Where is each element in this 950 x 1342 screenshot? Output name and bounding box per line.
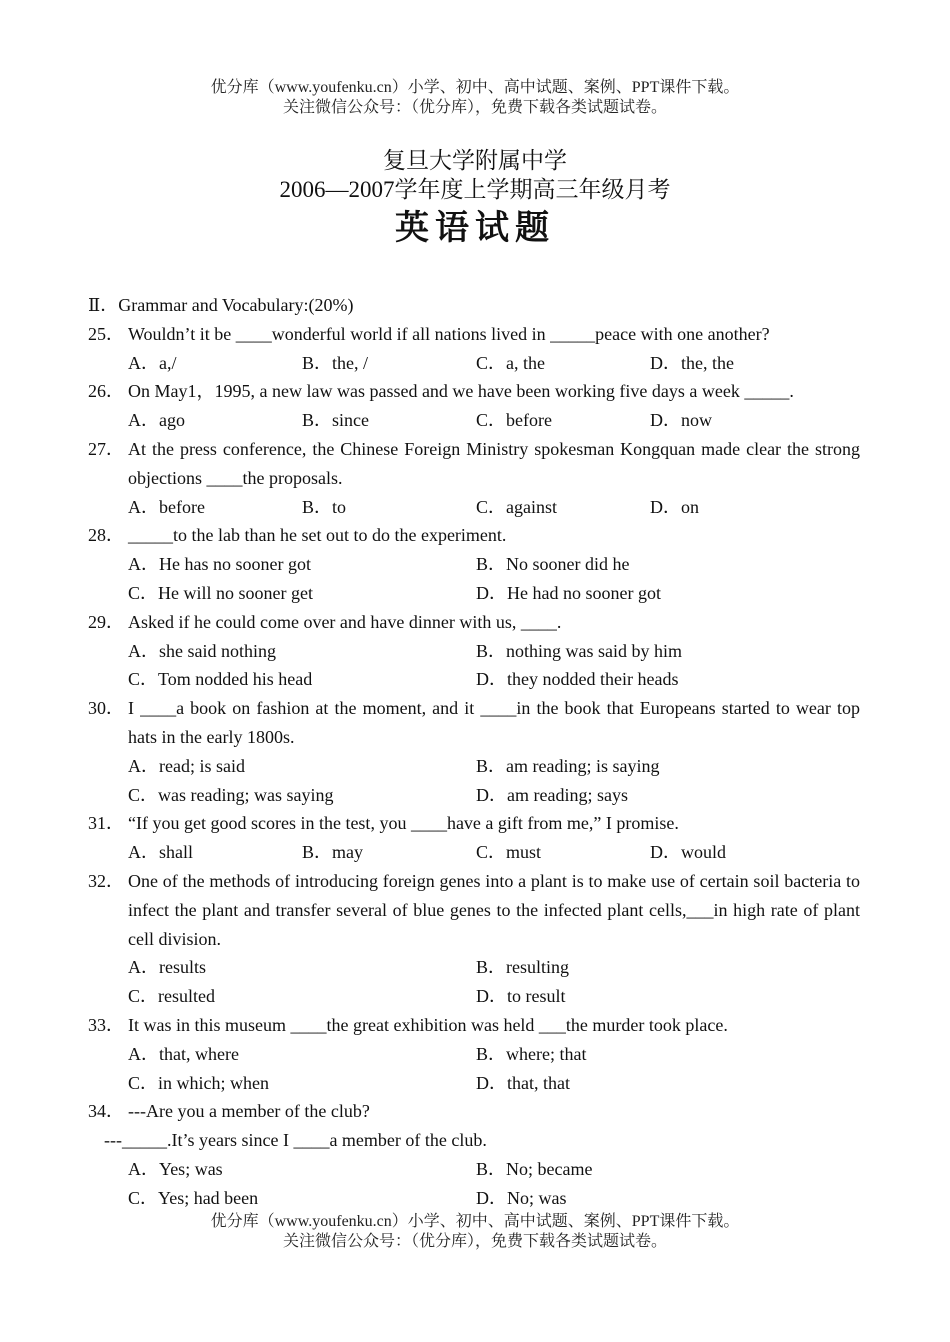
option-a: A．she said nothing xyxy=(128,640,276,661)
question-number: 26． xyxy=(88,381,124,402)
question-number: 27． xyxy=(88,438,124,459)
options xyxy=(88,406,860,435)
question-stem: Asked if he could come over and have dinner with us, ____. xyxy=(128,611,562,632)
title-block xyxy=(0,146,950,252)
section-heading: Ⅱ．Grammar and Vocabulary:(20%) xyxy=(88,295,354,315)
question-list xyxy=(88,291,860,1213)
banner-line-1: 优分库（www.youfenku.cn）小学、初中、高中试题、案例、PPT课件下载。 xyxy=(210,79,740,96)
question xyxy=(88,521,860,550)
option-d: D．that, that xyxy=(476,1072,570,1093)
option-c: C．a, the xyxy=(476,352,545,373)
school-name: 复旦大学附属中学 xyxy=(383,148,567,173)
question-stem: ---Are you a member of the club? xyxy=(128,1101,370,1122)
option-b: B．where; that xyxy=(476,1043,587,1064)
option-c: C．in which; when xyxy=(128,1072,269,1093)
question-stem: _____to the lab than he set out to do the experiment. xyxy=(128,525,507,546)
banner-line-1: 优分库（www.youfenku.cn）小学、初中、高中试题、案例、PPT课件下载。 xyxy=(210,1213,740,1230)
question-stem: “If you get good scores in the test, you ____have a gift from me,” I promise. xyxy=(128,813,679,834)
question xyxy=(88,320,860,349)
question-stem: On May1，1995, a new law was passed and we have been working five days a week _____. xyxy=(128,381,794,402)
option-a: A．ago xyxy=(128,410,185,431)
options xyxy=(88,637,860,695)
option-c: C．Tom nodded his head xyxy=(128,669,313,690)
option-a: A．read; is said xyxy=(128,755,245,776)
banner-line-2: 关注微信公众号：（优分库），免费下载各类试题试卷。 xyxy=(282,99,667,116)
question-number: 32． xyxy=(88,870,124,891)
options xyxy=(88,1040,860,1098)
question-number: 33． xyxy=(88,1014,124,1035)
options xyxy=(88,752,860,810)
question xyxy=(88,694,860,752)
question-stem: One of the methods of introducing foreign genes into a plant is to make use of certain soil bacteria to infect the plant and transfer several of blue genes to the infected plant cells,___in high rate of plant cell division. xyxy=(128,870,860,949)
question xyxy=(88,377,860,406)
question xyxy=(88,867,860,953)
option-a: A．before xyxy=(128,496,205,517)
question-stem: At the press conference, the Chinese Foreign Ministry spokesman Kongquan made clear the strong objections ____the proposals. xyxy=(128,438,860,488)
option-c: C．resulted xyxy=(128,986,215,1007)
option-d: D．they nodded their heads xyxy=(476,669,679,690)
question-number: 28． xyxy=(88,525,124,546)
option-b: B．nothing was said by him xyxy=(476,640,682,661)
option-b: B．the, / xyxy=(302,352,368,373)
options xyxy=(88,550,860,608)
option-d: D．to result xyxy=(476,986,566,1007)
bottom-banner xyxy=(0,1212,950,1252)
option-b: B．am reading; is saying xyxy=(476,755,660,776)
options xyxy=(88,838,860,867)
option-a: A．shall xyxy=(128,842,193,863)
option-d: D．the, the xyxy=(650,352,734,373)
option-c: C．before xyxy=(476,410,552,431)
question-number: 31． xyxy=(88,813,124,834)
option-d: D．would xyxy=(650,842,726,863)
option-b: B．to xyxy=(302,496,347,517)
option-c: C．was reading; was saying xyxy=(128,784,334,805)
option-b: B．No sooner did he xyxy=(476,554,630,575)
option-a: A．that, where xyxy=(128,1043,239,1064)
question xyxy=(88,1011,860,1040)
question-number: 30． xyxy=(88,698,124,719)
top-banner xyxy=(0,78,950,118)
question xyxy=(88,608,860,637)
option-a: A．a,/ xyxy=(128,352,177,373)
options xyxy=(88,349,860,378)
question xyxy=(88,809,860,838)
option-d: D．am reading; says xyxy=(476,784,628,805)
option-d: D．on xyxy=(650,496,699,517)
option-c: C．against xyxy=(476,496,557,517)
option-c: C．must xyxy=(476,842,542,863)
option-a: A．He has no sooner got xyxy=(128,554,311,575)
question-stem: I ____a book on fashion at the moment, and it ____in the book that Europeans started to wear top hats in the early 1800s. xyxy=(128,698,860,747)
question-number: 25． xyxy=(88,323,124,344)
question xyxy=(88,1097,860,1126)
option-b: B．No; became xyxy=(476,1158,593,1179)
exam-name: 2006—2007学年度上学期高三年级月考 xyxy=(279,177,671,202)
option-d: D．He had no sooner got xyxy=(476,582,661,603)
option-d: D．now xyxy=(650,410,712,431)
option-b: B．may xyxy=(302,842,363,863)
banner-line-2: 关注微信公众号：（优分库），免费下载各类试题试卷。 xyxy=(282,1233,667,1250)
option-a: A．Yes; was xyxy=(128,1158,223,1179)
question-number: 34． xyxy=(88,1101,124,1122)
option-a: A．results xyxy=(128,957,206,978)
options xyxy=(88,493,860,522)
page-title: 英语试题 xyxy=(395,210,555,247)
question xyxy=(88,435,860,493)
question-number: 29． xyxy=(88,611,124,632)
option-c: C．He will no sooner get xyxy=(128,582,313,603)
question-stem-reply: ---_____.It’s years since I ____a member of the club. xyxy=(104,1130,487,1151)
options xyxy=(88,953,860,1011)
question-stem: It was in this museum ____the great exhibition was held ___the murder took place. xyxy=(128,1014,728,1035)
options xyxy=(88,1155,860,1213)
question-stem: Wouldn’t it be ____wonderful world if all nations lived in _____peace with one another? xyxy=(128,323,770,344)
option-c: C．Yes; had been xyxy=(128,1187,259,1208)
option-d: D．No; was xyxy=(476,1187,567,1208)
option-b: B．since xyxy=(302,410,369,431)
option-b: B．resulting xyxy=(476,957,569,978)
